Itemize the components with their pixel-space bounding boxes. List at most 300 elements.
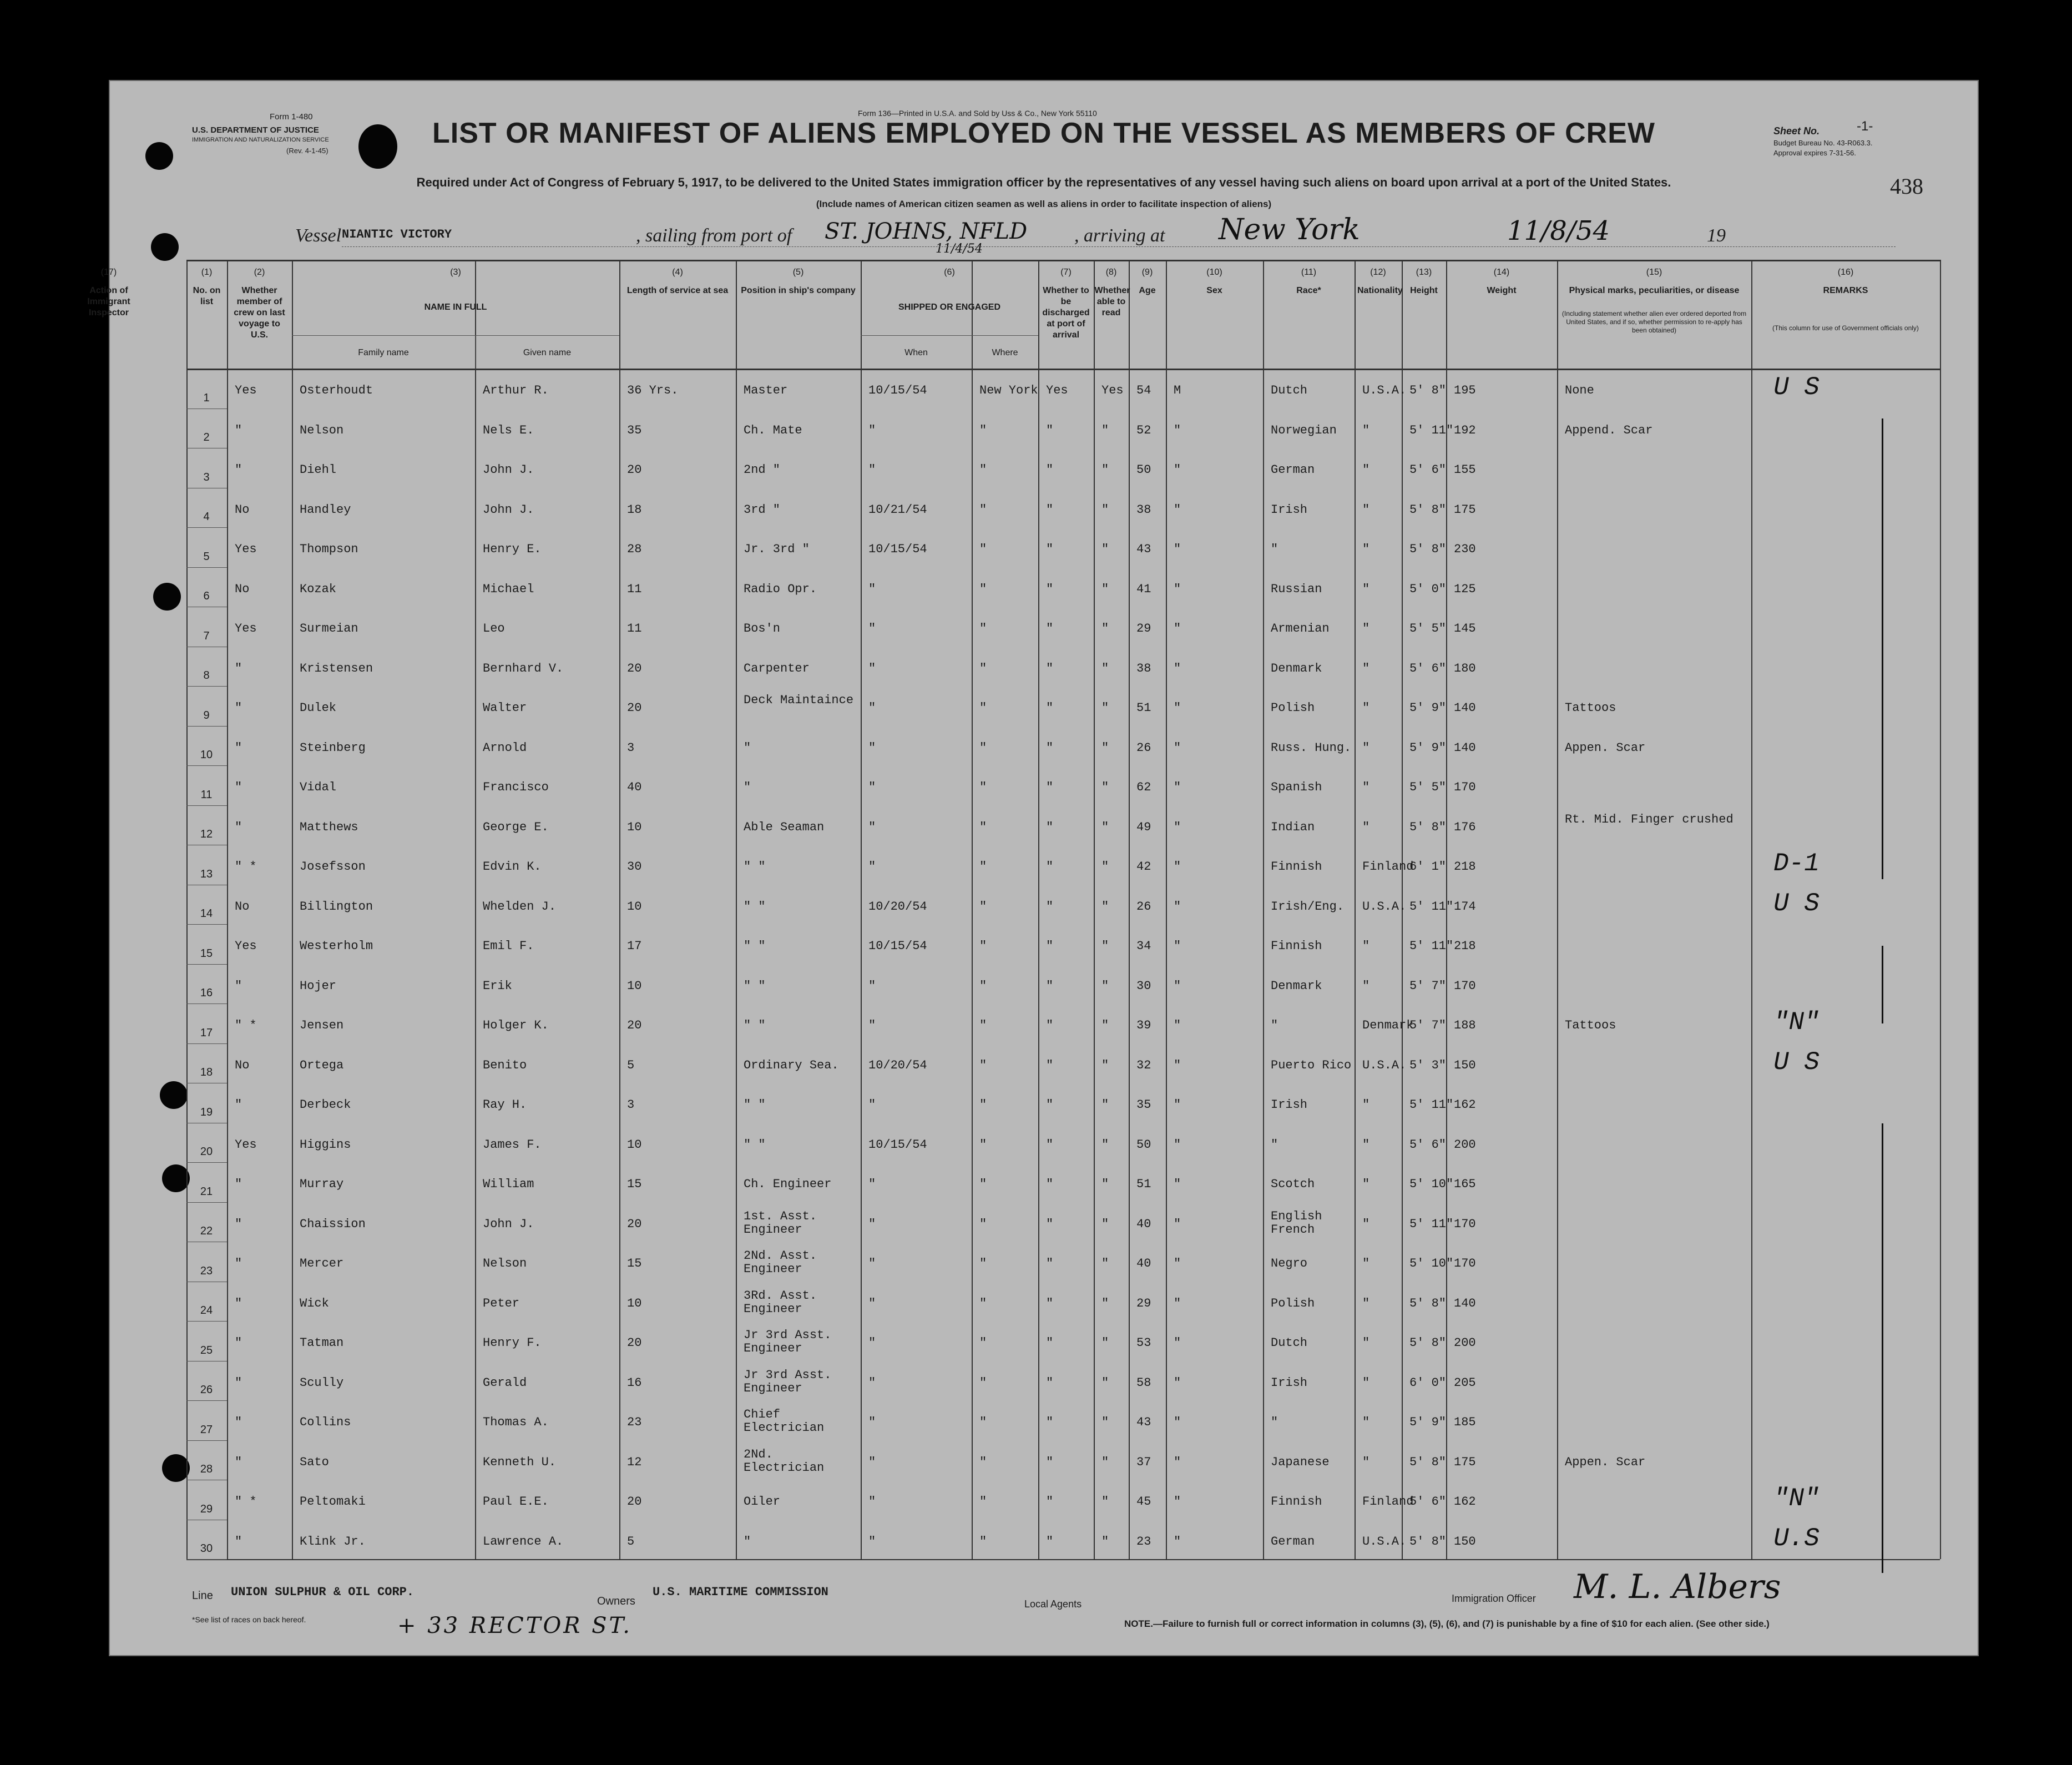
agents-label: Local Agents [1024, 1598, 1082, 1610]
cell-given: William [483, 1177, 534, 1191]
cell-nat: U.S.A. [1362, 384, 1407, 397]
cell-position: Jr. 3rd " [744, 542, 810, 556]
column-header: Whether to be discharged at port of arrival [1042, 286, 1090, 340]
officer-signature: M. L. Albers [1574, 1567, 1781, 1606]
cell-when: " [868, 979, 876, 993]
cell-age: 50 [1136, 1137, 1151, 1152]
cell-where: " [979, 860, 987, 874]
cell-weight: 140 [1454, 1296, 1476, 1310]
cell-where: " [979, 582, 987, 596]
row-rule [186, 1400, 227, 1401]
cell-when: 10/20/54 [868, 899, 927, 914]
cell-age: 38 [1136, 661, 1151, 675]
arrival-date: 11/8/54 [1507, 215, 1610, 246]
cell-position: 1st. Asst. Engineer [744, 1209, 817, 1237]
cell-crew: " [235, 740, 242, 755]
cell-family: Hojer [300, 979, 337, 993]
cell-given: Henry E. [483, 542, 542, 556]
inspector-ditto-line [1882, 1123, 1883, 1573]
cell-given: Michael [483, 582, 534, 596]
cell-disch: " [1046, 1098, 1054, 1112]
column-number: (7) [1060, 268, 1072, 277]
cell-when: " [868, 740, 876, 755]
cell-disch: " [1046, 1018, 1054, 1032]
cell-age: 62 [1136, 780, 1151, 794]
cell-weight: 218 [1454, 860, 1476, 874]
column-number: (13) [1416, 268, 1432, 277]
row-rule [186, 1003, 227, 1004]
family-name-subheader: Family name [358, 348, 409, 357]
cell-race: Dutch [1271, 384, 1308, 397]
cell-age: 35 [1136, 1098, 1151, 1112]
cell-position: Ch. Mate [744, 423, 802, 437]
cell-read: " [1101, 1296, 1109, 1310]
cell-disch: " [1046, 502, 1054, 517]
row-rule [186, 726, 227, 727]
cell-where: " [979, 1177, 987, 1191]
column-number: (12) [1370, 268, 1386, 277]
cell-age: 40 [1136, 1257, 1151, 1270]
punch-hole [160, 1081, 188, 1109]
cell-height: 5' 11" [1409, 423, 1454, 437]
column-rule [1263, 260, 1264, 1559]
cell-service: 5 [627, 1534, 635, 1549]
department: U.S. DEPARTMENT OF JUSTICE [192, 125, 319, 135]
cell-marks: Appen. Scar [1565, 740, 1646, 755]
cell-given: Arnold [483, 740, 527, 755]
cell-service: 3 [627, 740, 635, 755]
cell-when: " [868, 1336, 876, 1350]
column-number: (11) [1301, 268, 1317, 277]
cell-family: Scully [300, 1375, 344, 1390]
cell-position: Ch. Engineer [744, 1177, 832, 1191]
cell-when: " [868, 463, 876, 477]
cell-when: " [868, 1534, 876, 1549]
cell-family: Chaission [300, 1217, 366, 1231]
cell-crew: " [235, 1098, 242, 1112]
cell-weight: 218 [1454, 939, 1476, 953]
cell-nat: " [1362, 502, 1370, 517]
manifest-subtitle: Required under Act of Congress of February 5, 1917, to be delivered to the United States immigration officer by the representatives of any vessel having such aliens on board upon arrival at a port of the United States. [416, 175, 1671, 189]
cell-weight: 150 [1454, 1534, 1476, 1549]
cell-disch: " [1046, 1336, 1054, 1350]
cell-crew: " [235, 463, 242, 477]
cell-height: 5' 6" [1409, 661, 1447, 675]
shipped-subheader-rule [861, 335, 1038, 336]
cell-nat: U.S.A. [1362, 899, 1407, 914]
column-header: NAME IN FULL [424, 302, 487, 312]
cell-given: Nelson [483, 1257, 527, 1270]
cell-where: " [979, 1058, 987, 1072]
cell-where: " [979, 1296, 987, 1310]
cell-given: Nels E. [483, 423, 534, 437]
cell-race: Russ. Hung. [1271, 740, 1352, 755]
cell-given: George E. [483, 820, 549, 834]
cell-nat: " [1362, 979, 1370, 993]
cell-height: 5' 11" [1409, 899, 1454, 914]
cell-where: " [979, 1455, 987, 1469]
manifest-title: LIST OR MANIFEST OF ALIENS EMPLOYED ON THE VESSEL AS MEMBERS OF CREW [432, 117, 1655, 149]
cell-marks: Rt. Mid. Finger crushed [1565, 812, 1734, 826]
cell-where: " [979, 423, 987, 437]
cell-position: Jr 3rd Asst. Engineer [744, 1328, 832, 1355]
cell-nat: " [1362, 1415, 1370, 1429]
row-number: 18 [200, 1066, 213, 1078]
cell-nat: " [1362, 1137, 1370, 1152]
row-number: 29 [200, 1502, 213, 1515]
cell-where: " [979, 820, 987, 834]
cell-read: " [1101, 582, 1109, 596]
cell-weight: 145 [1454, 622, 1476, 636]
row-number: 30 [200, 1542, 213, 1555]
cell-sex: " [1174, 463, 1181, 477]
cell-nat: " [1362, 542, 1370, 556]
cell-height: 5' 9" [1409, 701, 1447, 715]
cell-marks: Appen. Scar [1565, 1455, 1646, 1469]
cell-given: James F. [483, 1137, 542, 1152]
cell-where: " [979, 1257, 987, 1270]
cell-sex: " [1174, 1455, 1181, 1469]
cell-sex: " [1174, 1177, 1181, 1191]
cell-service: 10 [627, 1296, 642, 1310]
cell-when: " [868, 423, 876, 437]
cell-disch: " [1046, 780, 1054, 794]
cell-when: " [868, 1375, 876, 1390]
cell-sex: " [1174, 780, 1181, 794]
arriving-port: New York [1219, 213, 1360, 246]
line-label: Line [192, 1590, 213, 1602]
cell-service: 20 [627, 1217, 642, 1231]
row-number: 26 [200, 1384, 213, 1396]
cell-crew: No [235, 582, 250, 596]
cell-when: 10/20/54 [868, 1058, 927, 1072]
cell-family: Ortega [300, 1058, 344, 1072]
cell-sex: " [1174, 939, 1181, 953]
cell-position: Ordinary Sea. [744, 1058, 839, 1072]
cell-sex: " [1174, 1495, 1181, 1509]
column-rule [475, 260, 476, 1559]
year-label: 19 [1707, 225, 1726, 246]
cell-sex: " [1174, 1534, 1181, 1549]
cell-read: " [1101, 1495, 1109, 1509]
cell-age: 40 [1136, 1217, 1151, 1231]
manifest-subtitle-note: (Include names of American citizen seamen as well as aliens in order to facilitate inspection of aliens) [816, 199, 1272, 209]
cell-read: " [1101, 502, 1109, 517]
cell-position: " [744, 740, 751, 755]
cell-read: " [1101, 1336, 1109, 1350]
cell-family: Sato [300, 1455, 329, 1469]
row-rule [186, 567, 227, 568]
cell-race: Russian [1271, 582, 1322, 596]
row-number: 8 [203, 669, 210, 682]
cell-height: 6' 0" [1409, 1375, 1447, 1390]
cell-sex: " [1174, 701, 1181, 715]
cell-where: " [979, 939, 987, 953]
cell-sex: " [1174, 740, 1181, 755]
cell-given: Erik [483, 979, 512, 993]
column-number: (15) [1646, 268, 1662, 277]
row-rule [186, 1559, 227, 1560]
cell-crew: No [235, 502, 250, 517]
cell-crew: Yes [235, 542, 257, 556]
cell-crew: " [235, 979, 242, 993]
cell-nat: Finland [1362, 1495, 1414, 1509]
cell-nat: " [1362, 1296, 1370, 1310]
column-number: (8) [1105, 268, 1117, 277]
cell-age: 26 [1136, 740, 1151, 755]
cell-given: Peter [483, 1296, 520, 1310]
table-bottom-border [186, 1559, 1940, 1560]
cell-height: 5' 9" [1409, 1415, 1447, 1429]
row-rule [186, 1043, 227, 1044]
cell-age: 34 [1136, 939, 1151, 953]
cell-where: " [979, 979, 987, 993]
cell-age: 54 [1136, 384, 1151, 397]
cell-weight: 140 [1454, 740, 1476, 755]
column-rule [861, 260, 862, 1559]
column-number: (16) [1837, 268, 1854, 277]
cell-position: Deck Maintaince [744, 693, 854, 707]
cell-read: " [1101, 1455, 1109, 1469]
cell-position: " [744, 1534, 751, 1549]
cell-given: Bernhard V. [483, 661, 564, 675]
column-rule [186, 260, 188, 1559]
cell-nat: " [1362, 622, 1370, 636]
cell-read: " [1101, 899, 1109, 914]
cell-weight: 230 [1454, 542, 1476, 556]
cell-when: " [868, 1257, 876, 1270]
cell-read: " [1101, 1177, 1109, 1191]
cell-race: Denmark [1271, 661, 1322, 675]
sheet-number: -1- [1857, 119, 1873, 134]
cell-crew: " [235, 1296, 242, 1310]
handwritten-address: + 33 RECTOR ST. [397, 1613, 632, 1638]
row-rule [186, 765, 227, 766]
cell-sex: " [1174, 502, 1181, 517]
row-rule [186, 686, 227, 687]
cell-sex: " [1174, 1217, 1181, 1231]
name-subheader-rule [292, 335, 619, 336]
column-number: (4) [672, 268, 683, 277]
column-header: Whether member of crew on last voyage to U.S. [234, 286, 285, 340]
cell-sex: " [1174, 622, 1181, 636]
cell-nat: " [1362, 939, 1370, 953]
cell-position: " " [744, 939, 766, 953]
cell-disch: " [1046, 701, 1054, 715]
cell-sex: " [1174, 1058, 1181, 1072]
cell-when: 10/15/54 [868, 542, 927, 556]
cell-age: 51 [1136, 701, 1151, 715]
cell-read: " [1101, 1375, 1109, 1390]
form-number: Form 1-480 [270, 112, 313, 122]
vessel-label: Vessel [295, 225, 342, 246]
cell-height: 5' 7" [1409, 979, 1447, 993]
vessel-underline [342, 246, 1896, 247]
row-number: 16 [200, 987, 213, 999]
cell-nat: " [1362, 1217, 1370, 1231]
cell-where: " [979, 780, 987, 794]
cell-when: 10/15/54 [868, 939, 927, 953]
cell-service: 11 [627, 582, 642, 596]
row-rule [186, 1440, 227, 1441]
cell-service: 3 [627, 1098, 635, 1112]
cell-age: 58 [1136, 1375, 1151, 1390]
column-rule [1355, 260, 1356, 1559]
sailing-date: 11/4/54 [936, 242, 983, 256]
cell-family: Billington [300, 899, 373, 914]
cell-where: " [979, 740, 987, 755]
column-number: (14) [1493, 268, 1510, 277]
cell-height: 5' 8" [1409, 1534, 1447, 1549]
cell-position: 3Rd. Asst. Engineer [744, 1288, 817, 1316]
cell-when: 10/15/54 [868, 1137, 927, 1152]
cell-action: U S [1773, 1047, 1820, 1077]
cell-age: 29 [1136, 622, 1151, 636]
cell-age: 23 [1136, 1534, 1151, 1549]
cell-height: 5' 11" [1409, 1098, 1454, 1112]
cell-nat: " [1362, 1098, 1370, 1112]
row-rule [186, 924, 227, 925]
cell-where: " [979, 1375, 987, 1390]
cell-crew: " * [235, 1495, 257, 1509]
cell-height: 5' 11" [1409, 1217, 1454, 1231]
cell-height: 5' 8" [1409, 820, 1447, 834]
cell-sex: " [1174, 1375, 1181, 1390]
cell-age: 51 [1136, 1177, 1151, 1191]
cell-service: 30 [627, 860, 642, 874]
cell-position: 2nd " [744, 463, 781, 477]
cell-sex: " [1174, 860, 1181, 874]
action-note: (This column for use of Government officials only) [1772, 324, 1919, 332]
cell-race: " [1271, 1415, 1278, 1429]
cell-where: " [979, 1098, 987, 1112]
row-number: 4 [203, 511, 210, 523]
cell-given: Whelden J. [483, 899, 557, 914]
cell-position: " " [744, 1098, 766, 1112]
cell-nat: " [1362, 1455, 1370, 1469]
penalty-note: NOTE.—Failure to furnish full or correct information in columns (3), (5), (6), and (7) is punishable by a fine of $10 for each alien. (See other side.) [1124, 1618, 1770, 1629]
manifest-sheet [87, 80, 1979, 1656]
cell-nat: " [1362, 820, 1370, 834]
cell-position: Chief Electrician [744, 1408, 825, 1435]
cell-family: Surmeian [300, 622, 358, 636]
cell-read: Yes [1101, 384, 1124, 397]
column-rule [1166, 260, 1167, 1559]
cell-given: Thomas A. [483, 1415, 549, 1429]
cell-race: Armenian [1271, 622, 1330, 636]
column-number: (10) [1206, 268, 1222, 277]
cell-sex: " [1174, 820, 1181, 834]
cell-service: 23 [627, 1415, 642, 1429]
cell-crew: Yes [235, 1137, 257, 1152]
cell-disch: " [1046, 661, 1054, 675]
column-rule [1129, 260, 1130, 1559]
cell-weight: 165 [1454, 1177, 1476, 1191]
cell-where: " [979, 701, 987, 715]
column-header: REMARKS [1823, 286, 1868, 295]
cell-race: Polish [1271, 701, 1315, 715]
cell-action: U S [1773, 889, 1820, 918]
cell-service: 35 [627, 423, 642, 437]
punch-hole [151, 233, 179, 261]
races-note: *See list of races on back hereof. [192, 1615, 306, 1624]
cell-marks: Tattoos [1565, 1018, 1616, 1032]
cell-age: 32 [1136, 1058, 1151, 1072]
cell-height: 5' 6" [1409, 463, 1447, 477]
cell-given: Holger K. [483, 1018, 549, 1032]
cell-height: 5' 9" [1409, 740, 1447, 755]
cell-crew: " [235, 1415, 242, 1429]
cell-position: " " [744, 899, 766, 914]
column-header: Whether able to read [1094, 286, 1130, 317]
cell-read: " [1101, 820, 1109, 834]
cell-race: Japanese [1271, 1455, 1330, 1469]
cell-weight: 205 [1454, 1375, 1476, 1390]
cell-when: " [868, 1495, 876, 1509]
cell-where: " [979, 1495, 987, 1509]
column-number: (2) [254, 268, 265, 277]
cell-nat: " [1362, 701, 1370, 715]
column-header: Action of Immigrant Inspector [87, 286, 130, 317]
cell-age: 43 [1136, 542, 1151, 556]
cell-service: 20 [627, 463, 642, 477]
cell-when: " [868, 1098, 876, 1112]
given-name-subheader: Given name [523, 348, 572, 357]
cell-where: New York [979, 384, 1038, 397]
cell-position: Oiler [744, 1495, 781, 1509]
cell-height: 5' 6" [1409, 1137, 1447, 1152]
cell-race: German [1271, 463, 1315, 477]
cell-race: Finnish [1271, 939, 1322, 953]
cell-given: Edvin K. [483, 860, 542, 874]
cell-crew: " [235, 423, 242, 437]
cell-race: Norwegian [1271, 423, 1337, 437]
cell-crew: No [235, 1058, 250, 1072]
cell-age: 42 [1136, 860, 1151, 874]
cell-height: 5' 7" [1409, 1018, 1447, 1032]
cell-sex: " [1174, 1336, 1181, 1350]
cell-marks: Tattoos [1565, 701, 1616, 715]
column-rule [1557, 260, 1558, 1559]
cell-given: Lawrence A. [483, 1534, 564, 1549]
cell-age: 38 [1136, 502, 1151, 517]
column-header: Height [1410, 286, 1438, 295]
cell-service: 10 [627, 820, 642, 834]
cell-weight: 185 [1454, 1415, 1476, 1429]
name-split-rule [475, 335, 476, 369]
sailing-label: , sailing from port of [636, 225, 792, 246]
row-rule [186, 964, 227, 965]
cell-race: Dutch [1271, 1336, 1308, 1350]
cell-disch: " [1046, 1495, 1054, 1509]
cell-read: " [1101, 542, 1109, 556]
row-number: 10 [200, 749, 213, 761]
cell-race: Denmark [1271, 979, 1322, 993]
cell-race: Spanish [1271, 780, 1322, 794]
table-top-border [186, 260, 1940, 261]
cell-position: " " [744, 860, 766, 874]
row-number: 24 [200, 1304, 213, 1317]
cell-age: 26 [1136, 899, 1151, 914]
cell-height: 5' 8" [1409, 1336, 1447, 1350]
cell-crew: " [235, 1336, 242, 1350]
cell-when: " [868, 661, 876, 675]
officer-label: Immigration Officer [1452, 1593, 1536, 1604]
column-header: Weight [1487, 286, 1517, 295]
cell-disch: " [1046, 740, 1054, 755]
cell-when: " [868, 701, 876, 715]
cell-weight: 200 [1454, 1336, 1476, 1350]
